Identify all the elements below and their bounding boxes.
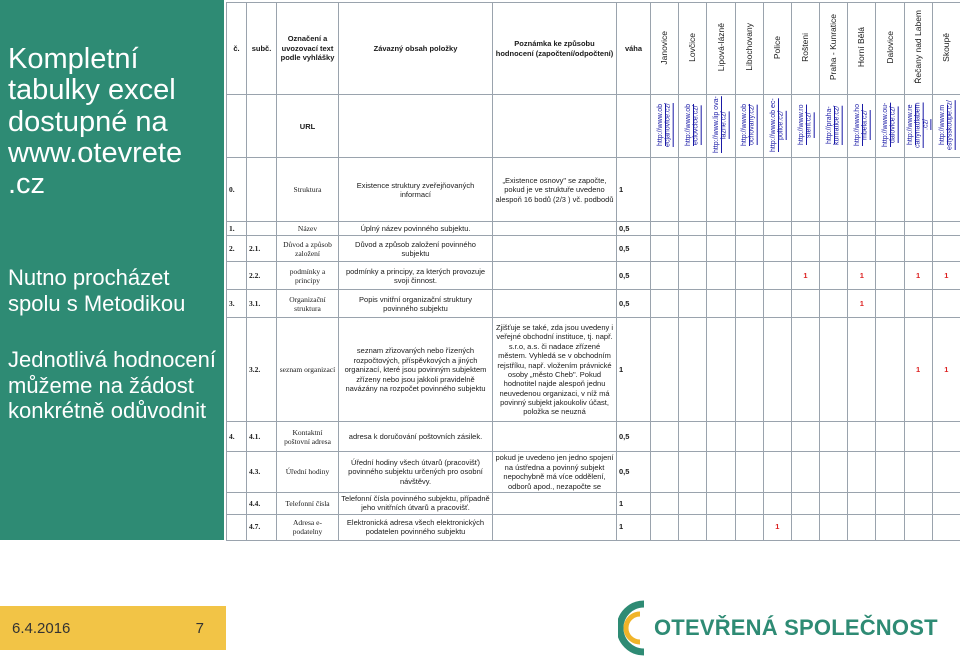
score-mark — [679, 290, 707, 318]
row-subnumber: 4.7. — [247, 514, 277, 540]
row-number — [227, 318, 247, 422]
score-mark — [904, 236, 932, 262]
score-mark — [848, 222, 876, 236]
municipality-url-link[interactable]: http://www.ob ecjanovice.cz/ — [656, 103, 672, 147]
row-content: Elektronická adresa všech elektronických podatelen povinného subjektu — [339, 514, 493, 540]
municipality-url-link[interactable]: http://praha-kunratice.cz/ — [825, 105, 841, 145]
url-row — [227, 95, 960, 158]
url-label: URL — [277, 95, 339, 158]
footer-date: 6.4.2016 — [12, 619, 71, 637]
municipality-name: Lovčice — [687, 32, 698, 62]
table-row — [227, 236, 960, 262]
score-mark — [848, 422, 876, 452]
evaluation-table — [226, 2, 960, 541]
score-mark — [904, 222, 932, 236]
score-mark — [904, 158, 932, 222]
score-mark — [763, 290, 791, 318]
score-mark — [791, 514, 819, 540]
score-mark — [735, 318, 763, 422]
row-label: Organizační struktura — [277, 290, 339, 318]
score-mark — [679, 492, 707, 514]
otevrena-spolecnost-logo — [618, 598, 958, 658]
municipality-url-link[interactable]: http://www.ho mbela.cz/ — [854, 103, 869, 147]
score-mark — [820, 318, 848, 422]
municipality-header — [763, 3, 791, 95]
row-note — [493, 222, 617, 236]
score-mark — [791, 452, 819, 493]
row-label: Důvod a způsob založení — [277, 236, 339, 262]
score-mark — [820, 492, 848, 514]
score-mark — [876, 514, 904, 540]
header-weight: váha — [617, 3, 651, 95]
score-mark: 1 — [932, 318, 960, 422]
score-mark — [932, 158, 960, 222]
score-mark — [791, 236, 819, 262]
row-note — [493, 514, 617, 540]
score-mark — [651, 236, 679, 262]
score-mark — [932, 236, 960, 262]
score-mark — [904, 422, 932, 452]
score-mark — [791, 222, 819, 236]
municipality-url-link[interactable]: http://www.lip ova-lazne.cz/ — [713, 96, 728, 154]
row-content: podmínky a principy, za kterých provozuje svoji činnost. — [339, 262, 493, 290]
table-row — [227, 318, 960, 422]
score-mark — [932, 422, 960, 452]
row-note: „Existence osnovy" se započte, pokud je ve struktuře uvedeno alespoň 16 bodů (2/3 ) vč. podbodů — [493, 158, 617, 222]
score-mark — [707, 452, 735, 493]
score-mark — [763, 158, 791, 222]
row-note: pokud je uvedeno jen jedno spojení na ústředna a povinný subjekt nepochybně má více oddělení, odborů apod., nezapočte se — [493, 452, 617, 493]
row-weight: 0,5 — [617, 222, 651, 236]
score-mark — [679, 452, 707, 493]
score-mark — [876, 290, 904, 318]
municipality-url-cell — [848, 95, 876, 158]
score-mark — [848, 318, 876, 422]
panel-note-methodology: Nutno procházet spolu s Metodikou — [8, 264, 186, 316]
score-mark — [651, 422, 679, 452]
municipality-url-cell — [679, 95, 707, 158]
score-mark — [876, 452, 904, 493]
score-mark — [651, 158, 679, 222]
row-weight: 1 — [617, 492, 651, 514]
score-mark — [876, 236, 904, 262]
score-mark — [932, 492, 960, 514]
score-mark — [848, 514, 876, 540]
score-mark — [735, 262, 763, 290]
score-mark — [679, 222, 707, 236]
row-subnumber: 3.2. — [247, 318, 277, 422]
score-mark — [651, 290, 679, 318]
evaluation-spreadsheet — [226, 2, 960, 548]
municipality-name: Horní Bělá — [856, 27, 867, 68]
score-mark — [876, 492, 904, 514]
municipality-header — [651, 3, 679, 95]
header-note: Poznámka ke způsobu hodnocení (započtení/odpočtení) — [493, 3, 617, 95]
table-row — [227, 158, 960, 222]
header-row — [227, 3, 960, 95]
panel-title: Kompletní tabulky excel dostupné na www.otevrete .cz — [8, 43, 183, 201]
row-subnumber: 4.1. — [247, 422, 277, 452]
score-mark — [707, 222, 735, 236]
row-subnumber: 2.1. — [247, 236, 277, 262]
row-content: Úřední hodiny všech útvarů (pracovišť) povinného subjektu určených pro osobní návštěvy. — [339, 452, 493, 493]
score-mark — [791, 422, 819, 452]
score-mark — [820, 262, 848, 290]
score-mark — [707, 514, 735, 540]
logo-text: OTEVŘENÁ SPOLEČNOST — [654, 615, 938, 640]
score-mark — [735, 452, 763, 493]
municipality-header — [679, 3, 707, 95]
score-mark — [820, 514, 848, 540]
municipality-name: Řečany nad Labem — [912, 10, 923, 85]
score-mark — [735, 514, 763, 540]
score-mark: 1 — [848, 262, 876, 290]
table-row — [227, 422, 960, 452]
score-mark — [791, 158, 819, 222]
municipality-url-cell — [707, 95, 735, 158]
header-label: Označení a uvozovací text podle vyhlášky — [277, 3, 339, 95]
score-mark — [932, 222, 960, 236]
row-note — [493, 290, 617, 318]
row-content: Důvod a způsob založení povinného subjektu — [339, 236, 493, 262]
row-content: Popis vnitřní organizační struktury povinného subjektu — [339, 290, 493, 318]
row-weight: 1 — [617, 318, 651, 422]
row-number — [227, 452, 247, 493]
municipality-url-link[interactable]: http://www.ob ec-police.cz/ — [769, 98, 785, 152]
score-mark — [679, 318, 707, 422]
score-mark — [820, 290, 848, 318]
row-weight: 1 — [617, 514, 651, 540]
score-mark: 1 — [904, 318, 932, 422]
score-mark: 1 — [791, 262, 819, 290]
score-mark — [707, 158, 735, 222]
row-label: seznam organizací — [277, 318, 339, 422]
score-mark — [820, 236, 848, 262]
row-content: Telefonní čísla povinného subjektu, případně jeho vnitřních útvarů a pracovišť. — [339, 492, 493, 514]
score-mark — [735, 290, 763, 318]
score-mark — [651, 492, 679, 514]
row-subnumber: 4.3. — [247, 452, 277, 493]
score-mark — [820, 158, 848, 222]
municipality-url-link[interactable]: http://www.ou-dalovice.cz/ — [882, 102, 897, 148]
score-mark — [848, 492, 876, 514]
row-label: Název — [277, 222, 339, 236]
municipality-url-link[interactable]: http://www.ro steni.cz/ — [797, 104, 813, 146]
row-note — [493, 262, 617, 290]
row-note — [493, 492, 617, 514]
score-mark — [763, 492, 791, 514]
score-mark — [791, 290, 819, 318]
score-mark — [932, 290, 960, 318]
score-mark — [707, 236, 735, 262]
score-mark — [651, 262, 679, 290]
score-mark: 1 — [932, 262, 960, 290]
score-mark — [707, 422, 735, 452]
score-mark — [820, 422, 848, 452]
row-label: Telefonní čísla — [277, 492, 339, 514]
row-content: seznam zřizovaných nebo řízených rozpočtových, příspěvkových a jiných organizací, které jsou povinným subjektem zřízeny nebo jsou jakkoli pravidelně navázány na rozpočet povinného subjektu — [339, 318, 493, 422]
row-content: adresa k doručování poštovních zásilek. — [339, 422, 493, 452]
score-mark — [932, 514, 960, 540]
footer-bar — [0, 606, 226, 650]
score-mark — [904, 514, 932, 540]
row-number — [227, 514, 247, 540]
score-mark — [763, 236, 791, 262]
panel-note-justification: Jednotlivá hodnocení můžeme na žádost konkrétně odůvodnit — [8, 347, 216, 423]
row-number: 3. — [227, 290, 247, 318]
score-mark — [763, 422, 791, 452]
municipality-header — [791, 3, 819, 95]
row-subnumber — [247, 222, 277, 236]
score-mark — [904, 452, 932, 493]
municipality-header — [848, 3, 876, 95]
row-note — [493, 236, 617, 262]
row-subnumber — [247, 158, 277, 222]
score-mark — [876, 158, 904, 222]
row-number: 0. — [227, 158, 247, 222]
municipality-url-cell — [932, 95, 960, 158]
row-number — [227, 262, 247, 290]
municipality-url-cell — [904, 95, 932, 158]
municipality-header — [932, 3, 960, 95]
score-mark — [735, 236, 763, 262]
municipality-header — [876, 3, 904, 95]
row-label: podmínky a principy — [277, 262, 339, 290]
header-content: Závazný obsah položky — [339, 3, 493, 95]
score-mark — [876, 318, 904, 422]
row-note: Zjišťuje se také, zda jsou uvedeny i veřejné obchodní instituce, tj. např. s.r.o, a.s. či nadace zřízené městem. Vyhledá se v obchodním rejstříku, např. vložením právnické osoby „město Cheb". Pokud hodnotitel najde alespoň jednu neuvedenou organizaci, v níž má povinný subjekt jakoukoliv účast, položka se neuzná — [493, 318, 617, 422]
row-number: 2. — [227, 236, 247, 262]
score-mark — [820, 222, 848, 236]
row-content: Existence struktury zveřejňovaných informací — [339, 158, 493, 222]
table-row — [227, 514, 960, 540]
municipality-url-cell — [791, 95, 819, 158]
row-label: Kontaktní poštovní adresa — [277, 422, 339, 452]
municipality-header — [707, 3, 735, 95]
score-mark — [707, 492, 735, 514]
municipality-name: Janovice — [659, 30, 670, 65]
score-mark: 1 — [904, 262, 932, 290]
municipality-url-link[interactable]: http://www.m estysskoupe.cz/ — [938, 100, 954, 150]
score-mark — [679, 158, 707, 222]
score-mark — [679, 514, 707, 540]
municipality-url-cell — [763, 95, 791, 158]
header-sub: subč. — [247, 3, 277, 95]
municipality-name: Rošteni — [800, 32, 811, 62]
score-mark — [651, 222, 679, 236]
row-number: 1. — [227, 222, 247, 236]
score-mark — [904, 492, 932, 514]
score-mark — [707, 262, 735, 290]
table-row — [227, 452, 960, 493]
score-mark — [791, 318, 819, 422]
row-weight: 0,5 — [617, 422, 651, 452]
municipality-url-cell — [651, 95, 679, 158]
municipality-name: Dalovice — [884, 31, 895, 64]
municipality-url-cell — [876, 95, 904, 158]
score-mark — [763, 452, 791, 493]
row-weight: 1 — [617, 158, 651, 222]
row-weight: 0,5 — [617, 452, 651, 493]
score-mark — [651, 452, 679, 493]
score-mark — [651, 514, 679, 540]
score-mark — [763, 262, 791, 290]
score-mark — [848, 158, 876, 222]
score-mark — [932, 452, 960, 493]
row-note — [493, 422, 617, 452]
score-mark — [651, 318, 679, 422]
row-weight: 0,5 — [617, 262, 651, 290]
score-mark — [876, 422, 904, 452]
score-mark: 1 — [763, 514, 791, 540]
score-mark — [679, 262, 707, 290]
municipality-header — [904, 3, 932, 95]
row-label: Úřední hodiny — [277, 452, 339, 493]
table-row — [227, 262, 960, 290]
row-label: Struktura — [277, 158, 339, 222]
score-mark — [707, 290, 735, 318]
row-number: 4. — [227, 422, 247, 452]
score-mark — [735, 422, 763, 452]
score-mark — [763, 318, 791, 422]
table-row — [227, 492, 960, 514]
score-mark — [820, 452, 848, 493]
municipality-header — [820, 3, 848, 95]
left-info-panel — [0, 0, 224, 540]
score-mark — [679, 422, 707, 452]
score-mark — [848, 452, 876, 493]
score-mark: 1 — [848, 290, 876, 318]
score-mark — [876, 262, 904, 290]
row-subnumber: 3.1. — [247, 290, 277, 318]
score-mark — [876, 222, 904, 236]
municipality-name: Police — [771, 35, 782, 59]
row-subnumber: 4.4. — [247, 492, 277, 514]
score-mark — [791, 492, 819, 514]
municipality-name: Lipová-lázně — [715, 23, 726, 72]
page-number: 7 — [195, 619, 204, 637]
score-mark — [735, 158, 763, 222]
row-subnumber: 2.2. — [247, 262, 277, 290]
row-content: Úplný název povinného subjektu. — [339, 222, 493, 236]
municipality-url-link[interactable]: http://www.ob eclovcice.cz/ — [685, 103, 700, 147]
table-row — [227, 222, 960, 236]
municipality-url-cell — [820, 95, 848, 158]
row-weight: 0,5 — [617, 290, 651, 318]
score-mark — [707, 318, 735, 422]
header-c: č. — [227, 3, 247, 95]
municipality-name: Skoupě — [940, 32, 951, 62]
score-mark — [679, 236, 707, 262]
score-mark — [763, 222, 791, 236]
municipality-name: Praha - Kunratice — [828, 14, 839, 81]
table-row — [227, 290, 960, 318]
score-mark — [735, 222, 763, 236]
row-weight: 0,5 — [617, 236, 651, 262]
municipality-header — [735, 3, 763, 95]
municipality-url-cell — [735, 95, 763, 158]
score-mark — [848, 236, 876, 262]
municipality-url-link[interactable]: http://www.ob ochovany.cz/ — [741, 103, 757, 147]
row-label: Adresa e-podatelny — [277, 514, 339, 540]
score-mark — [904, 290, 932, 318]
municipality-name: Libochovany — [743, 23, 754, 72]
row-number — [227, 492, 247, 514]
municipality-url-link[interactable]: http://www.re canynadlabem .cz/ — [906, 102, 929, 148]
logo-mark-icon — [618, 600, 652, 656]
score-mark — [735, 492, 763, 514]
